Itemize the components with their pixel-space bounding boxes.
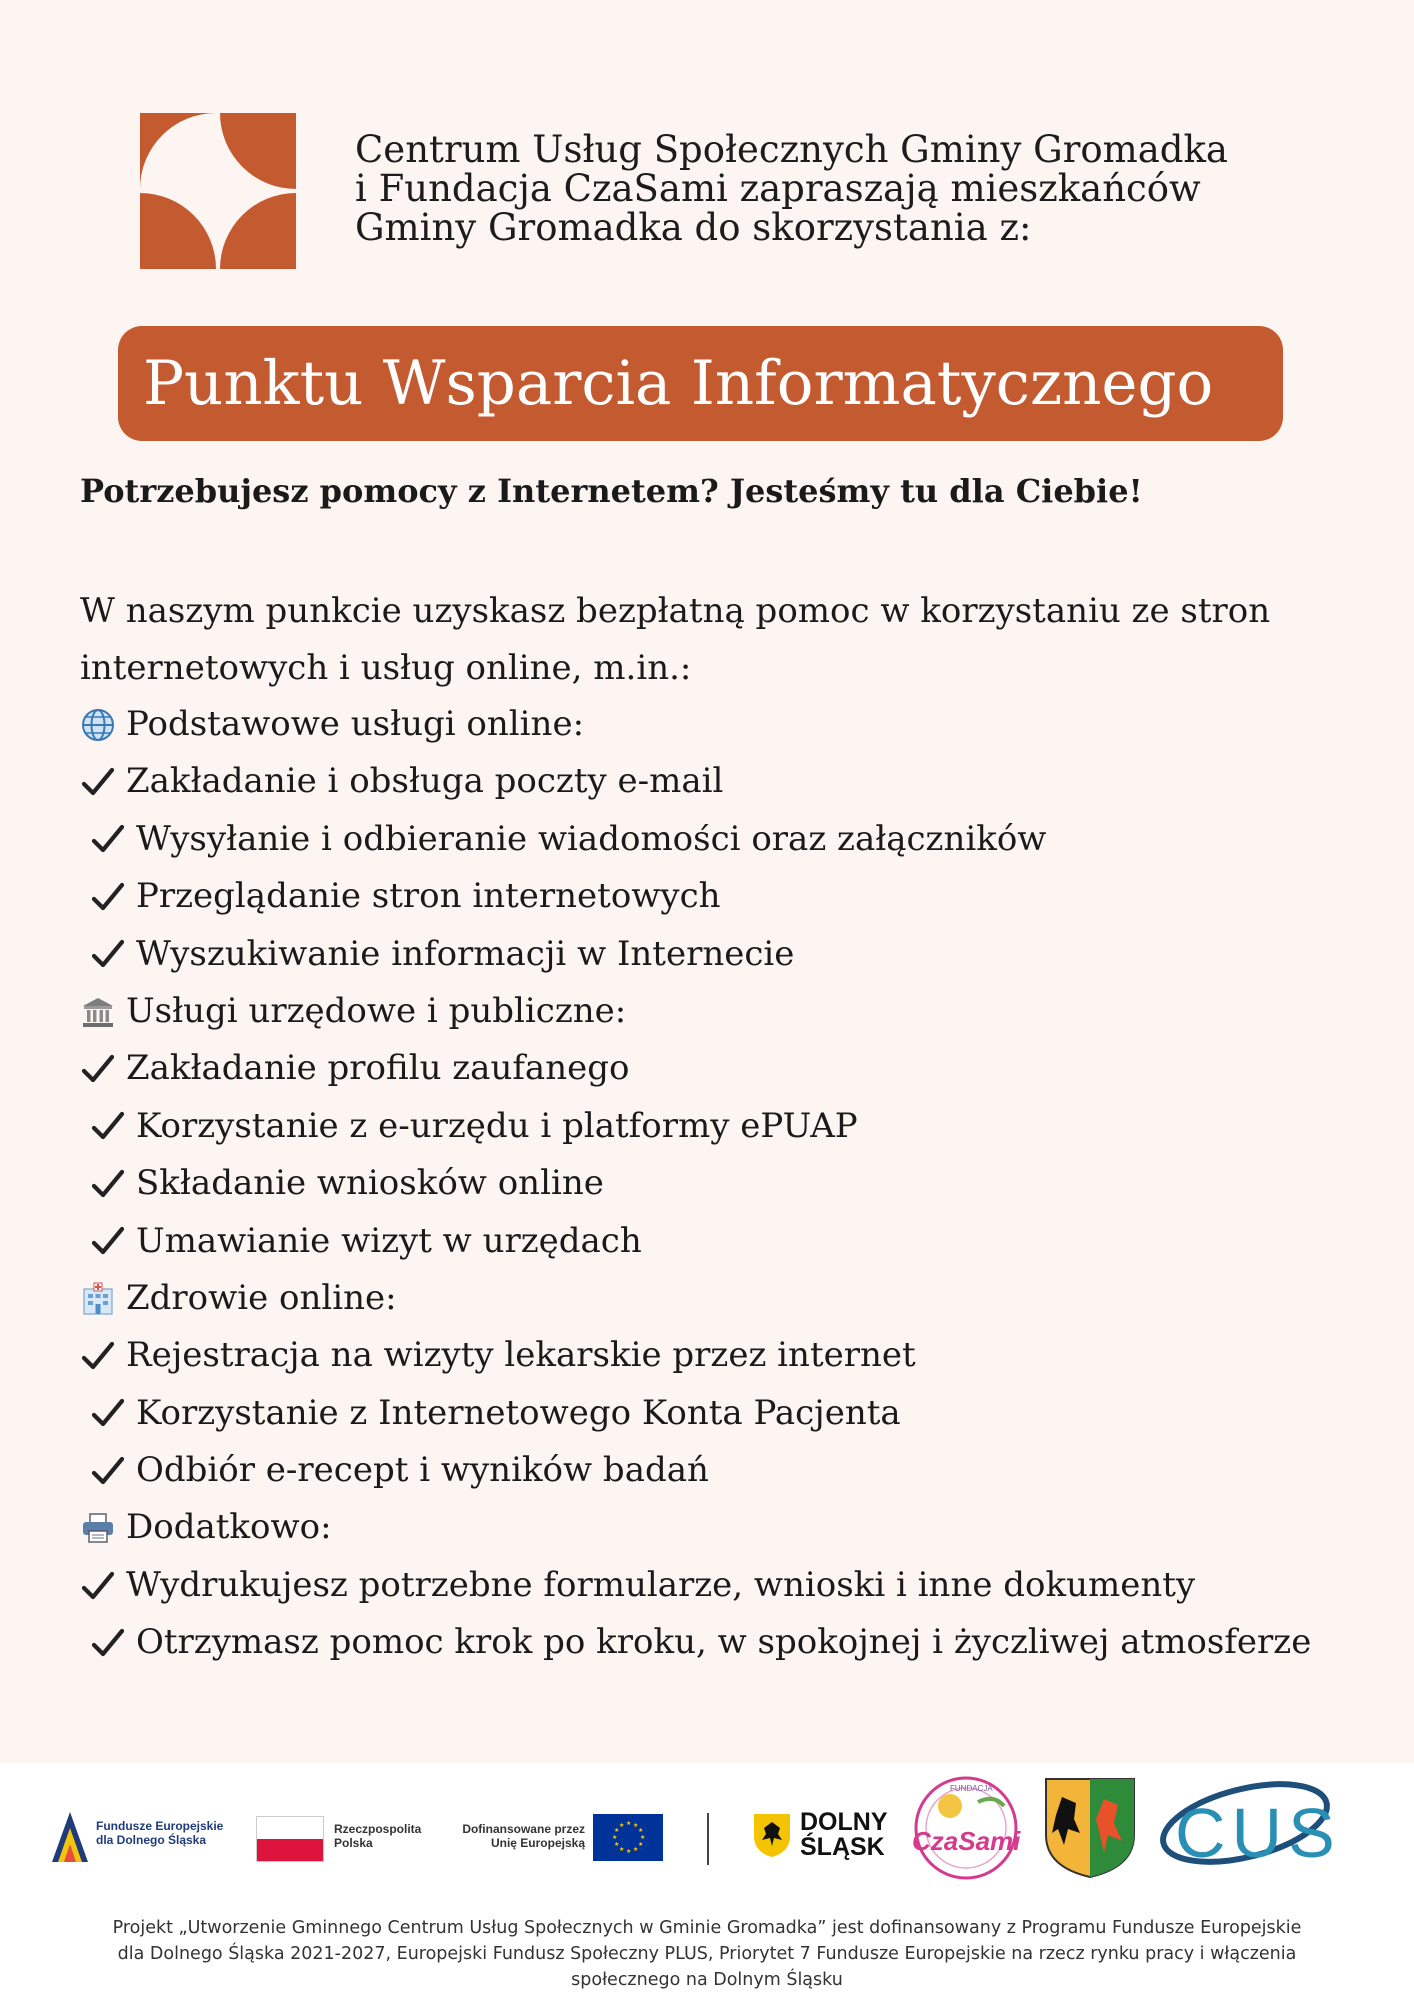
list-item xyxy=(80,1557,1311,1614)
list-item xyxy=(80,1385,1311,1442)
check-icon xyxy=(90,1395,126,1431)
list-item-text: Wydrukujesz potrzebne formularze, wnioski i inne dokumenty xyxy=(126,1564,1196,1605)
list-item xyxy=(80,1614,1311,1671)
check-icon xyxy=(90,936,126,972)
list-item-text: Korzystanie z Internetowego Konta Pacjenta xyxy=(136,1392,901,1433)
service-list xyxy=(80,696,1311,1672)
fe-line: Fundusze Europejskie xyxy=(96,1819,224,1833)
list-item xyxy=(80,1442,1311,1499)
eu-line: Dofinansowane przez xyxy=(462,1822,585,1836)
globe-icon xyxy=(80,707,116,743)
printer-icon xyxy=(80,1510,116,1546)
list-item-text: Wyszukiwanie informacji w Internecie xyxy=(136,933,795,974)
list-item-text: Umawianie wizyt w urzędach xyxy=(136,1220,642,1261)
header-line: Gminy Gromadka do skorzystania z: xyxy=(355,206,1032,249)
logo-divider xyxy=(707,1813,709,1865)
list-item-text: Korzystanie z e-urzędu i platformy ePUAP xyxy=(136,1105,858,1146)
cus-text: CUS xyxy=(1175,1794,1341,1872)
svg-text:★: ★ xyxy=(633,1846,639,1853)
list-item xyxy=(80,926,1311,983)
list-item xyxy=(80,1327,1311,1384)
list-item xyxy=(80,1155,1311,1212)
list-item-text: Rejestracja na wizyty lekarskie przez internet xyxy=(126,1335,916,1376)
svg-text:★: ★ xyxy=(638,1841,644,1848)
czasami-fundacja-label: FUNDACJA xyxy=(950,1784,993,1793)
svg-text:★: ★ xyxy=(612,1834,618,1841)
eu-line: Unię Europejską xyxy=(490,1836,585,1850)
title-banner: Punktu Wsparcia Informatycznego xyxy=(118,326,1283,441)
list-section-heading xyxy=(80,696,1311,753)
list-item-text: Dodatkowo: xyxy=(126,1507,332,1548)
list-section-heading xyxy=(80,1499,1311,1556)
svg-text:★: ★ xyxy=(626,1820,632,1827)
tagline: Potrzebujesz pomocy z Internetem? Jesteśmy tu dla Ciebie! xyxy=(80,472,1143,510)
fe-emblem-icon xyxy=(52,1804,88,1862)
svg-text:★: ★ xyxy=(633,1822,639,1829)
list-item-text: Usługi urzędowe i publiczne: xyxy=(126,990,627,1031)
fe-line: dla Dolnego Śląska xyxy=(96,1833,207,1847)
header-line: Centrum Usług Społecznych Gminy Gromadka xyxy=(355,128,1228,171)
pl-text xyxy=(334,1822,421,1850)
svg-text:★: ★ xyxy=(614,1827,620,1834)
fe-logo xyxy=(52,1804,223,1862)
check-icon xyxy=(90,1166,126,1202)
eagle-shield-icon xyxy=(752,1812,792,1858)
list-item-text: Podstawowe usługi online: xyxy=(126,704,585,744)
intro-line: W naszym punkcie uzyskasz bezpłatną pomoc w korzystaniu ze stron xyxy=(80,591,1271,631)
ds-line: ŚLĄSK xyxy=(800,1833,885,1861)
list-item-text: Składanie wniosków online xyxy=(136,1163,604,1204)
list-item-text: Zdrowie online: xyxy=(126,1277,397,1318)
list-item xyxy=(80,868,1311,925)
check-icon xyxy=(90,1453,126,1489)
list-section-heading xyxy=(80,1270,1311,1327)
intro-line: internetowych i usług online, m.in.: xyxy=(80,648,692,688)
pl-line: Rzeczpospolita xyxy=(334,1822,422,1836)
svg-text:★: ★ xyxy=(640,1834,646,1841)
footnote-line: społecznego na Dolnym Śląsku xyxy=(571,1970,843,1990)
list-item-text: Odbiór e-recept i wyników badań xyxy=(136,1450,709,1491)
svg-text:★: ★ xyxy=(638,1827,644,1834)
project-footnote xyxy=(60,1915,1354,1993)
check-icon xyxy=(80,764,116,800)
polish-flag xyxy=(256,1816,324,1862)
check-icon xyxy=(90,1108,126,1144)
list-item-text: Zakładanie i obsługa poczty e-mail xyxy=(126,761,724,802)
svg-text:★: ★ xyxy=(614,1841,620,1848)
organization-logo xyxy=(140,113,296,269)
list-item xyxy=(80,1098,1311,1155)
pl-line: Polska xyxy=(334,1836,373,1850)
check-icon xyxy=(90,879,126,915)
dolny-slask-logo xyxy=(752,1810,888,1860)
list-item xyxy=(80,1213,1311,1270)
hospital-icon xyxy=(80,1281,116,1317)
check-icon xyxy=(80,1568,116,1604)
classical-building-icon xyxy=(80,994,116,1030)
check-icon xyxy=(90,821,126,857)
list-item-text: Wysyłanie i odbieranie wiadomości oraz załączników xyxy=(136,818,1047,859)
ds-line: DOLNY xyxy=(800,1808,888,1836)
list-item xyxy=(80,753,1311,810)
gromadka-crest-icon xyxy=(1042,1775,1138,1880)
footnote-line: Projekt „Utworzenie Gminnego Centrum Usług Społecznych w Gminie Gromadka” jest dofinansowany z Programu Fundusze Europejskie xyxy=(112,1918,1302,1938)
svg-text:★: ★ xyxy=(619,1846,625,1853)
list-item xyxy=(80,811,1311,868)
list-item xyxy=(80,1040,1311,1097)
footnote-line: dla Dolnego Śląska 2021-2027, Europejski Fundusz Społeczny PLUS, Priorytet 7 Fundusze Europejskie na rzecz rynku pracy i włączenia xyxy=(117,1944,1297,1964)
header-line: i Fundacja CzaSami zapraszają mieszkańców xyxy=(355,167,1201,210)
list-item-text: Zakładanie profilu zaufanego xyxy=(126,1048,630,1089)
header-text xyxy=(355,130,1228,247)
list-item-text: Przeglądanie stron internetowych xyxy=(136,876,721,917)
check-icon xyxy=(90,1625,126,1661)
eu-flag-icon xyxy=(593,1814,663,1861)
list-item-text: Otrzymasz pomoc krok po kroku, w spokojnej i życzliwej atmosferze xyxy=(136,1622,1312,1663)
czasami-name: CzaSami xyxy=(912,1826,1021,1856)
check-icon xyxy=(90,1223,126,1259)
list-section-heading xyxy=(80,983,1311,1040)
check-icon xyxy=(80,1051,116,1087)
intro-paragraph xyxy=(80,583,1270,697)
svg-text:★: ★ xyxy=(619,1822,625,1829)
eu-text xyxy=(455,1822,585,1850)
svg-text:★: ★ xyxy=(626,1848,632,1855)
check-icon xyxy=(80,1338,116,1374)
